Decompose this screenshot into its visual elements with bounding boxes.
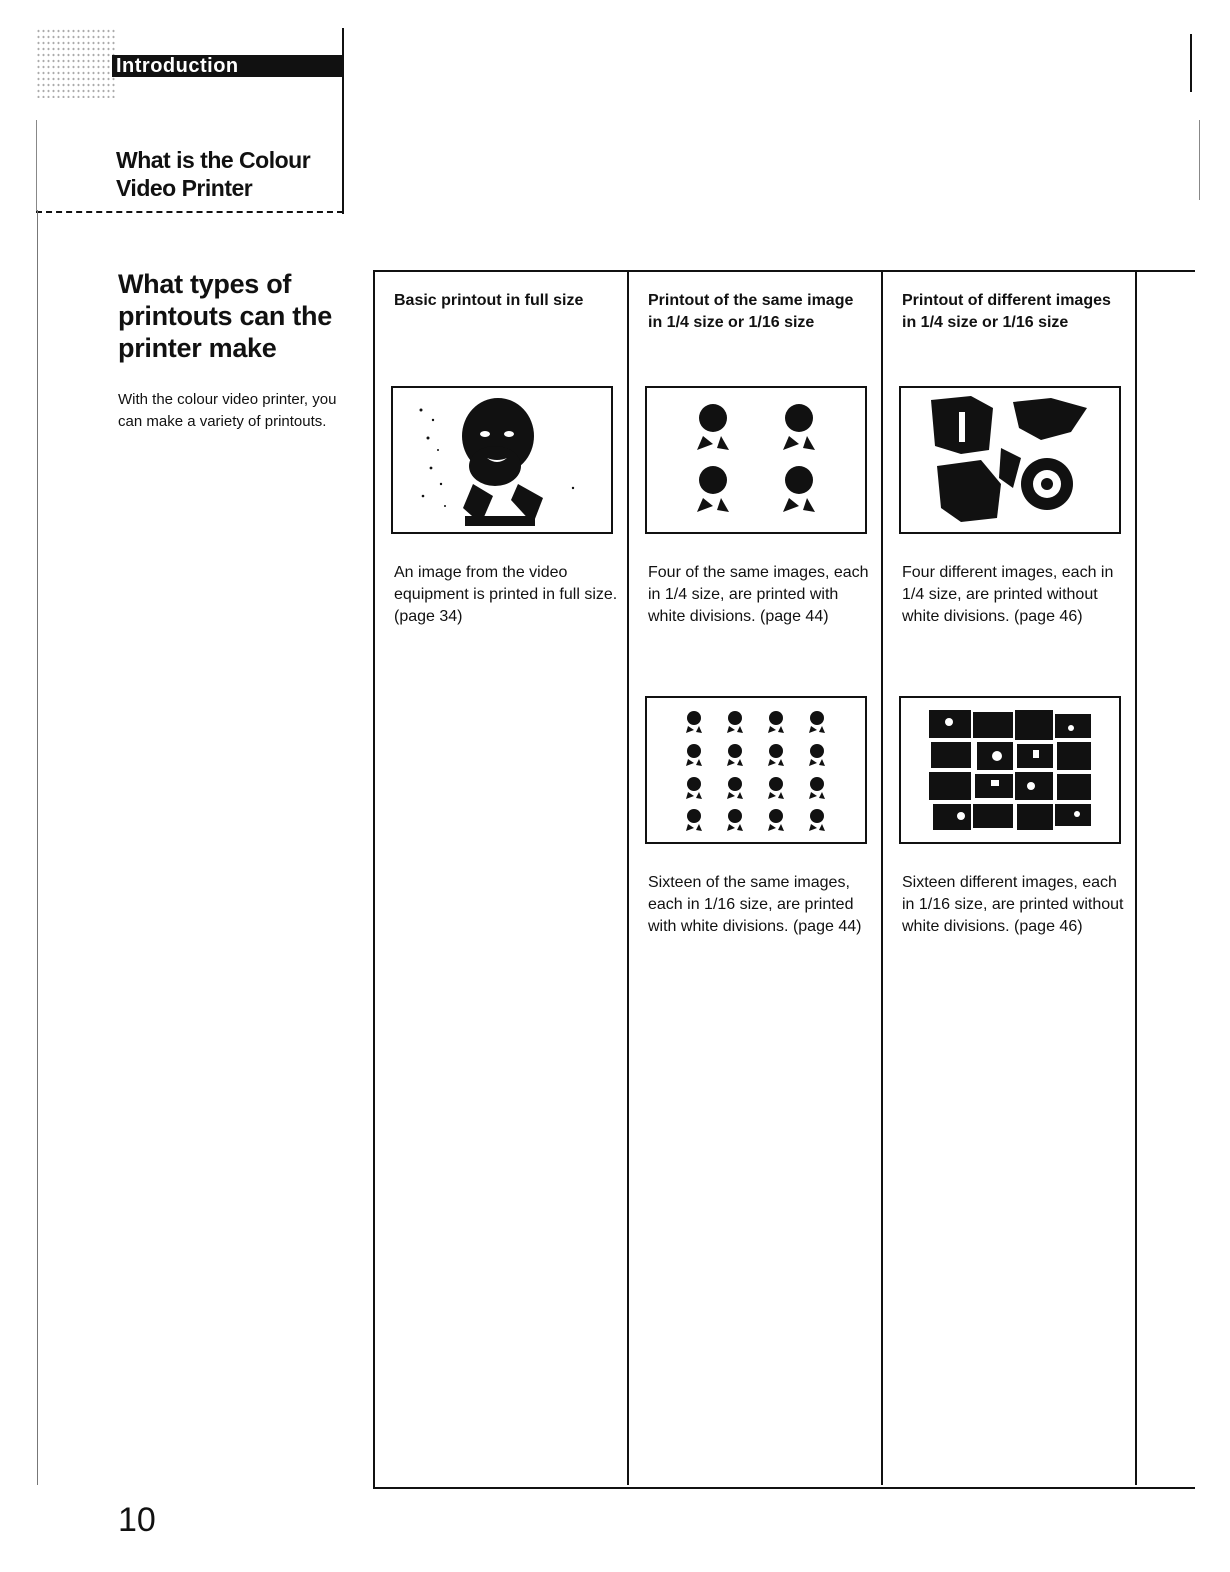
column-divider bbox=[1135, 270, 1137, 1485]
four-same-images-figure bbox=[645, 386, 867, 534]
sidebar-body: With the colour video printer, you can make a variety of printouts. bbox=[118, 391, 337, 430]
figure-caption: Four of the same images, each in 1/4 size, are printed with white divisions. (page 44) bbox=[648, 564, 869, 625]
figure-caption: Sixteen of the same images, each in 1/16 size, are printed with white divisions. (page 44) bbox=[648, 874, 862, 935]
header-scan-texture bbox=[36, 28, 116, 98]
edge-mark bbox=[1199, 120, 1200, 200]
portrait-illustration bbox=[393, 388, 611, 532]
sixteen-same-images-figure bbox=[645, 696, 867, 844]
sixteen-portraits-illustration bbox=[647, 698, 865, 842]
sixteen-different-images-figure bbox=[899, 696, 1121, 844]
header-divider-dashed bbox=[36, 211, 343, 213]
figure-caption: An image from the video equipment is printed in full size. (page 34) bbox=[394, 564, 618, 625]
sidebar-heading: What types of printouts can the printer make bbox=[118, 269, 332, 363]
four-portraits-illustration bbox=[647, 388, 865, 532]
header-divider-left bbox=[36, 120, 37, 212]
section-label: Introduction bbox=[116, 55, 239, 77]
column-divider bbox=[881, 270, 883, 1485]
figure-caption: Four different images, each in 1/4 size, are printed without white divisions. (page 46) bbox=[902, 564, 1114, 625]
chapter-title-line-2: Video Printer bbox=[116, 175, 253, 201]
chapter-title-line-1: What is the Colour bbox=[116, 147, 311, 173]
full-size-portrait-figure bbox=[391, 386, 613, 534]
column-heading: Printout of different images in 1/4 size or 1/16 size bbox=[902, 292, 1111, 331]
column-heading: Printout of the same image in 1/4 size or 1/16 size bbox=[648, 292, 854, 331]
left-margin-rule bbox=[37, 210, 38, 1485]
figure-caption: Sixteen different images, each in 1/16 size, are printed without white divisions. (page 46) bbox=[902, 874, 1124, 935]
column-divider bbox=[627, 270, 629, 1485]
page-number: 10 bbox=[118, 1501, 156, 1539]
section-tab bbox=[112, 55, 344, 77]
four-collage-illustration bbox=[901, 388, 1119, 532]
chapter-title bbox=[116, 146, 310, 202]
sixteen-collage-illustration bbox=[901, 698, 1119, 842]
header-divider-vertical bbox=[342, 28, 344, 214]
edge-mark bbox=[1190, 34, 1192, 92]
column-heading: Basic printout in full size bbox=[394, 292, 584, 309]
four-different-images-figure bbox=[899, 386, 1121, 534]
